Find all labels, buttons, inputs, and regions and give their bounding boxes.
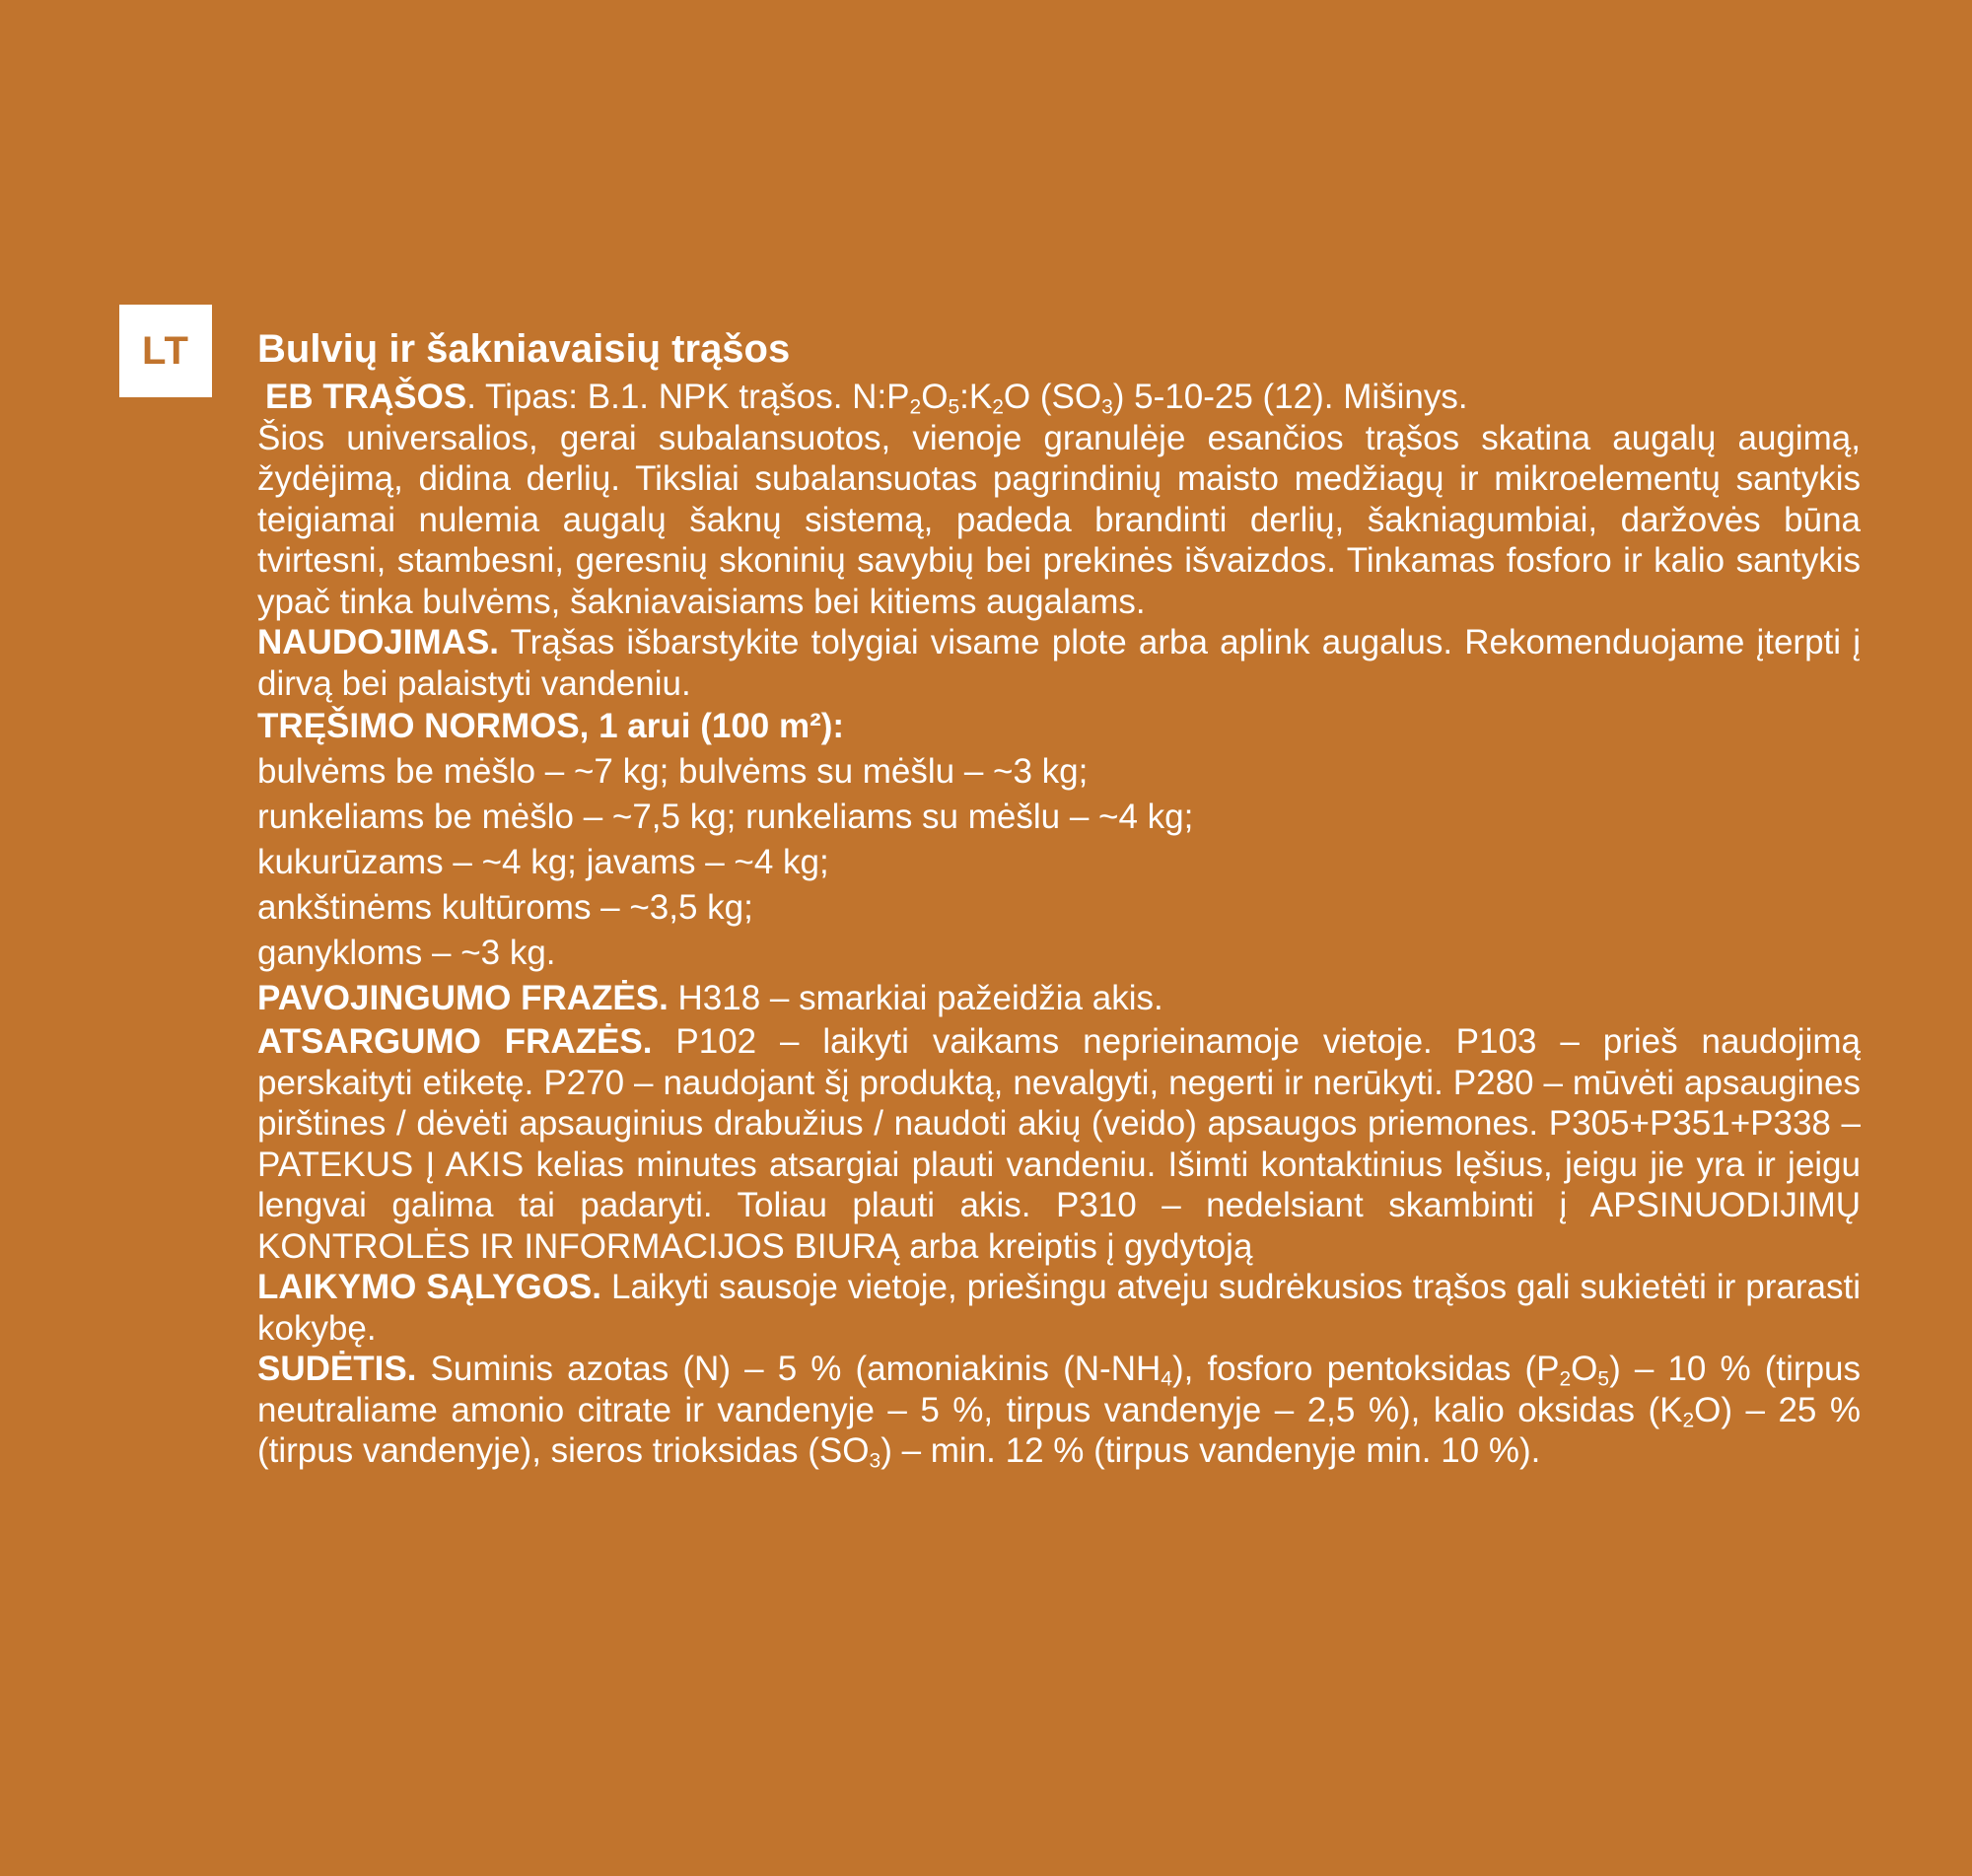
subscript: 5: [948, 395, 960, 419]
fertilizer-type-heading: EB TRĄŠOS: [265, 378, 467, 416]
composition-text: Suminis azotas (N) – 5 % (amoniakinis (N-NH: [416, 1350, 1162, 1388]
fertilizer-type-text: ) 5-10-25 (12). Mišinys.: [1112, 378, 1468, 416]
language-badge: [119, 305, 212, 397]
composition-section: [257, 1349, 1861, 1472]
norms-heading: TRĘŠIMO NORMOS, 1 arui (100 m²):: [257, 707, 845, 745]
subscript: 4: [1161, 1367, 1172, 1391]
usage-text: Trąšas išbarstykite tolygiai visame plote arba aplink augalus. Rekomenduojame įterpti į dirvą bei palaistyti vandeniu.: [257, 623, 1861, 703]
product-description: Šios universalios, gerai subalansuotos, vienoje granulėje esančios trąšos skatina augalų augimą, žydėjimą, didina derlių. Tiksliai subalansuotas pagrindinių maisto medžiagų ir mikroelementų santykis teigiamai nulemia augalų šaknų sistemą, padeda brandinti derlių, šakniagumbiai, daržovės būna tvirtesni, stambesni, geresnių skoninių savybių bei prekinės išvaizdos. Tinkamas fosforo ir kalio santykis ypač tinka bulvėms, šakniavaisiams bei kitiems augalams.: [257, 418, 1861, 621]
composition-text: O) – 25 % (tirpus vandenyje), sieros trioksidas (SO: [257, 1390, 1861, 1470]
fertilizer-type-text: O (SO: [1003, 378, 1102, 416]
fertilizer-type-text: O: [921, 378, 949, 416]
precaution-heading: ATSARGUMO FRAZĖS.: [257, 1022, 653, 1061]
fertilizer-type-text: . Tipas: B.1. NPK trąšos. N:P: [466, 378, 910, 416]
subscript: 2: [1682, 1408, 1695, 1431]
language-badge-label: LT: [142, 328, 189, 373]
subscript: 2: [1559, 1367, 1572, 1391]
precaution-text: P102 – laikyti vaikams neprieinamoje vietoje. P103 – prieš naudojimą perskaityti etiketę. P270 – naudojant šį produktą, nevalgyti, negerti ir nerūkyti. P280 – mūvėti apsaugines pirštines / dėvėti apsauginius drabužius / naudoti akių (veido) apsaugos priemones. P305+P351+P338 – PATEKUS Į AKIS kelias minutes atsargiai plauti vandeniu. Išimti kontaktinius lęšius, jeigu jie yra ir jeigu lengvai galima tai padaryti. Toliau plauti akis. P310 – nedelsiant skambinti į APSINUODIJIMŲ KONTROLĖS IR INFORMACIJOS BIURĄ arba kreiptis į gydytoją: [257, 1022, 1861, 1266]
norm-line: bulvėms be mėšlo – ~7 kg; bulvėms su mėšlu – ~3 kg;: [257, 752, 1089, 791]
subscript: 3: [869, 1449, 881, 1473]
norm-line: ganykloms – ~3 kg.: [257, 934, 556, 972]
norm-line: kukurūzams – ~4 kg; javams – ~4 kg;: [257, 843, 829, 881]
composition-heading: SUDĖTIS.: [257, 1350, 417, 1388]
product-title: Bulvių ir šakniavaisių trąšos: [257, 327, 791, 371]
storage-heading: LAIKYMO SĄLYGOS.: [257, 1268, 602, 1306]
label-content: [257, 325, 1861, 1472]
subscript: 5: [1597, 1367, 1610, 1391]
hazard-section: [257, 976, 1861, 1021]
composition-text: ) – min. 12 % (tirpus vandenyje min. 10 %).: [880, 1431, 1541, 1470]
composition-text: O: [1571, 1350, 1598, 1388]
storage-section: [257, 1267, 1861, 1349]
norm-line: runkeliams be mėšlo – ~7,5 kg; runkeliams su mėšlu – ~4 kg;: [257, 798, 1194, 836]
usage-heading: NAUDOJIMAS.: [257, 623, 500, 661]
hazard-heading: PAVOJINGUMO FRAZĖS.: [257, 979, 669, 1017]
composition-text: ) – 10 % (tirpus neutraliame amonio citrate ir vandenyje – 5 %, tirpus vandenyje – 2,5 %), kalio oksidas (K: [257, 1350, 1861, 1429]
subscript: 3: [1101, 395, 1113, 419]
storage-text: Laikyti sausoje vietoje, priešingu atveju sudrėkusios trąšos gali sukietėti ir prarasti kokybę.: [257, 1268, 1861, 1348]
subscript: 2: [992, 395, 1004, 419]
fertilizer-type-text: :K: [959, 378, 993, 416]
precaution-section: [257, 1021, 1861, 1267]
usage-section: [257, 622, 1861, 704]
composition-text: ), fosforo pentoksidas (P: [1171, 1350, 1560, 1388]
hazard-text: H318 – smarkiai pažeidžia akis.: [668, 979, 1163, 1017]
norm-line: ankštinėms kultūroms – ~3,5 kg;: [257, 888, 753, 927]
subscript: 2: [909, 395, 922, 419]
fertilizer-type-line: [257, 377, 1861, 418]
